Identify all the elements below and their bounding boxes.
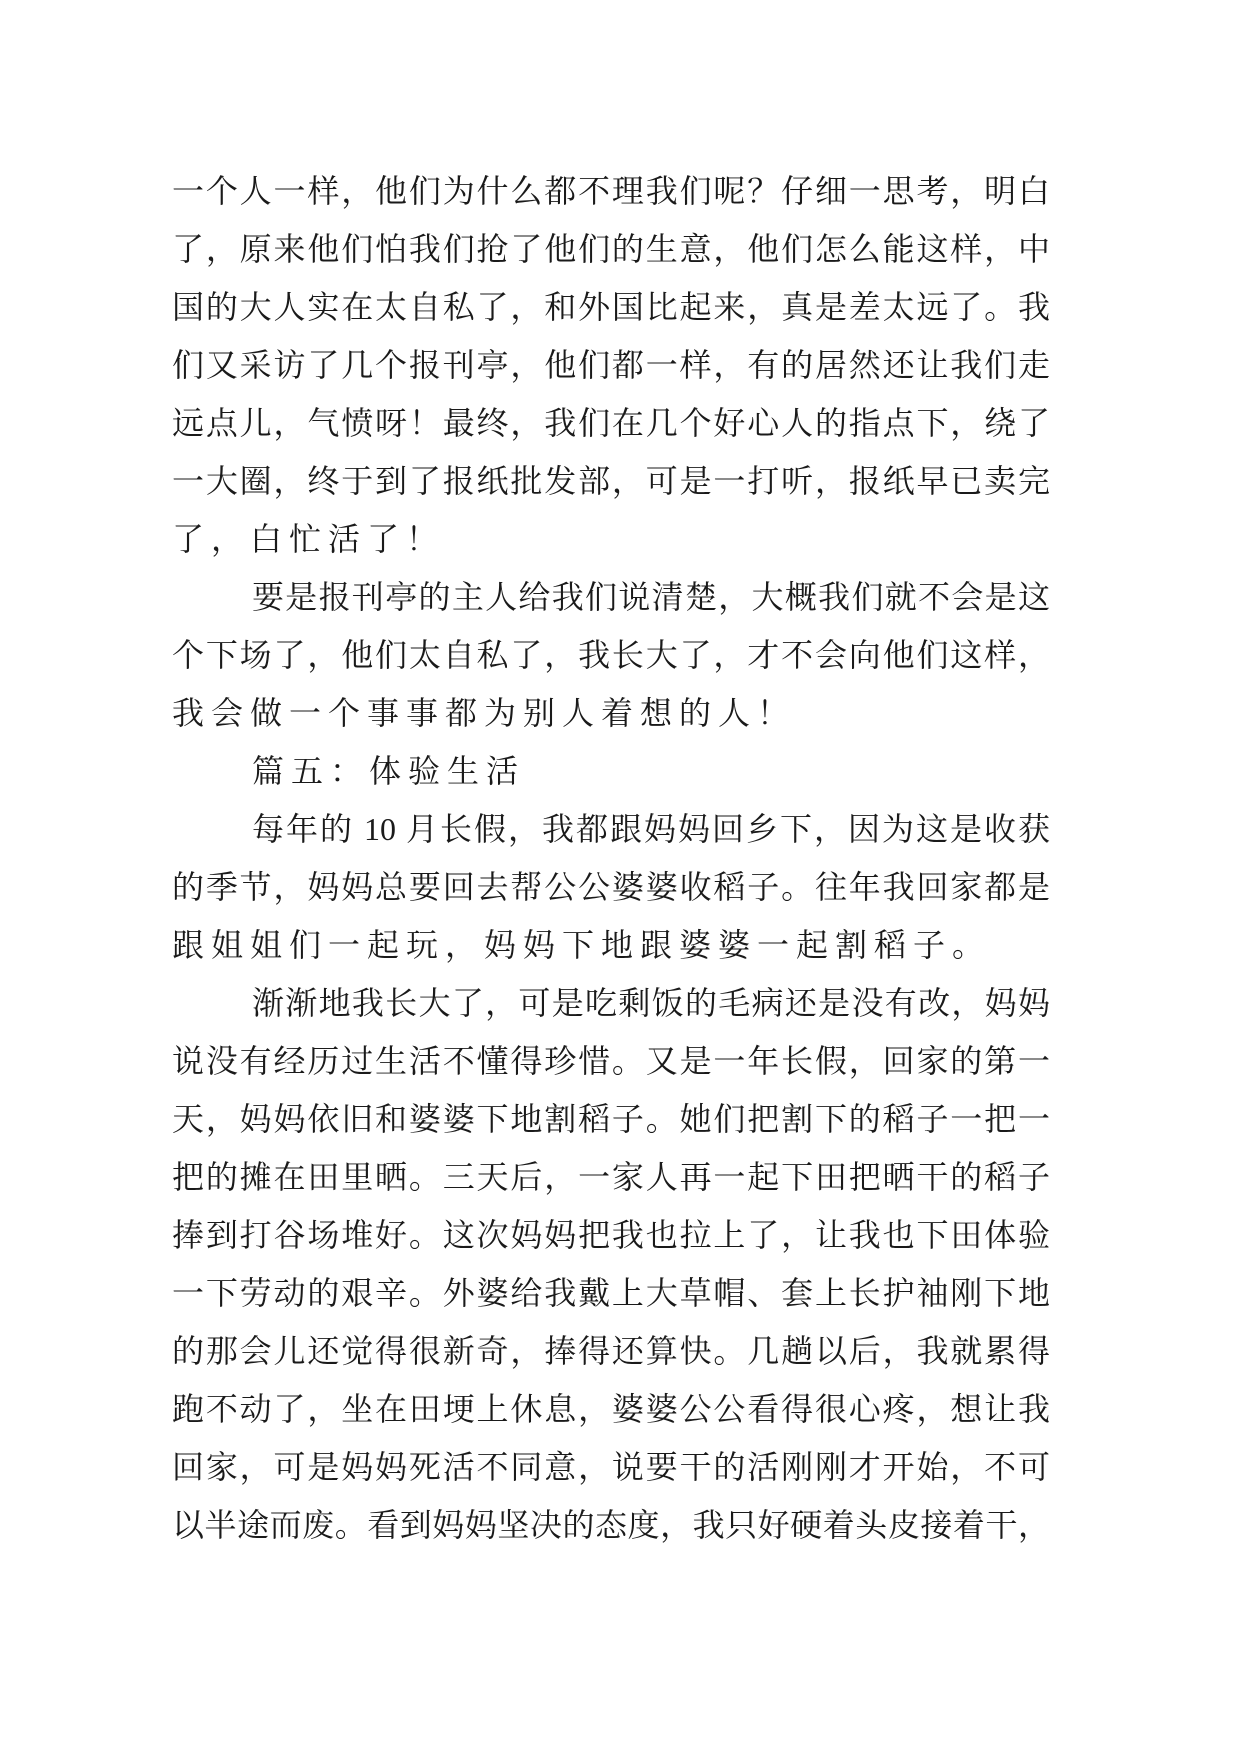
text-line: 了，原来他们怕我们抢了他们的生意，他们怎么能这样，中 — [172, 231, 1050, 267]
text-line: 说没有经历过生活不懂得珍惜。又是一年长假，回家的第一 — [172, 1043, 1050, 1079]
text-line: 跑不动了，坐在田埂上休息，婆婆公公看得很心疼，想让我 — [172, 1391, 1050, 1427]
text-line: 的季节，妈妈总要回去帮公公婆婆收稻子。往年我回家都是 — [172, 869, 1050, 905]
text-line: 了，白忙活了！ — [172, 521, 446, 557]
text-line: 跟姐姐们一起玩，妈妈下地跟婆婆一起割稻子。 — [172, 927, 992, 963]
text-line: 篇五：体验生活 — [252, 753, 526, 789]
text-line: 个下场了，他们太自私了，我长大了，才不会向他们这样， — [172, 637, 1050, 673]
text-line: 每年的 10 月长假，我都跟妈妈回乡下，因为这是收获 — [252, 811, 1050, 847]
text-line: 以半途而废。看到妈妈坚决的态度，我只好硬着头皮接着干， — [172, 1507, 1050, 1543]
text-line: 渐渐地我长大了，可是吃剩饭的毛病还是没有改，妈妈 — [252, 985, 1050, 1021]
text-line: 远点儿，气愤呀！最终，我们在几个好心人的指点下，绕了 — [172, 405, 1050, 441]
text-line: 们又采访了几个报刊亭，他们都一样，有的居然还让我们走 — [172, 347, 1050, 383]
page-text — [172, 162, 1050, 1554]
text-line: 回家，可是妈妈死活不同意，说要干的活刚刚才开始，不可 — [172, 1449, 1050, 1485]
text-line: 的那会儿还觉得很新奇，捧得还算快。几趟以后，我就累得 — [172, 1333, 1050, 1369]
text-line: 一下劳动的艰辛。外婆给我戴上大草帽、套上长护袖刚下地 — [172, 1275, 1050, 1311]
text-line: 天，妈妈依旧和婆婆下地割稻子。她们把割下的稻子一把一 — [172, 1101, 1050, 1137]
text-line: 我会做一个事事都为别人着想的人！ — [172, 695, 797, 731]
text-line: 把的摊在田里晒。三天后，一家人再一起下田把晒干的稻子 — [172, 1159, 1050, 1195]
text-line: 一个人一样，他们为什么都不理我们呢？仔细一思考，明白 — [172, 173, 1050, 209]
text-line: 捧到打谷场堆好。这次妈妈把我也拉上了，让我也下田体验 — [172, 1217, 1050, 1253]
text-line: 要是报刊亭的主人给我们说清楚，大概我们就不会是这 — [252, 579, 1050, 615]
text-line: 一大圈，终于到了报纸批发部，可是一打听，报纸早已卖完 — [172, 463, 1050, 499]
text-line: 国的大人实在太自私了，和外国比起来，真是差太远了。我 — [172, 289, 1050, 325]
